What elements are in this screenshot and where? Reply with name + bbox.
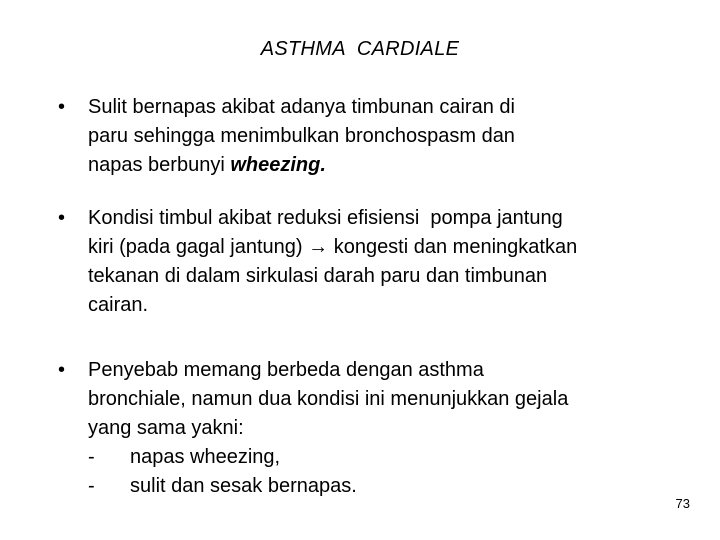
slide-title	[0, 38, 720, 61]
bullet-line: paru sehingga menimbulkan bronchospasm dan	[88, 125, 515, 147]
sub-list-item	[88, 443, 698, 472]
bullet-text	[88, 93, 698, 180]
bullet-line: tekanan di dalam sirkulasi darah paru dan timbunan	[88, 265, 548, 287]
page-number: 73	[675, 496, 690, 511]
bullet-line: Kondisi timbul akibat reduksi efisiensi pompa jantung	[88, 207, 563, 229]
sub-list-text: sulit dan sesak bernapas.	[130, 475, 357, 497]
bullet-dot: •	[58, 96, 66, 118]
sub-list-item	[88, 472, 698, 501]
bullet-line: cairan.	[88, 294, 149, 316]
bullet-line: Penyebab memang berbeda dengan asthma	[88, 359, 484, 381]
bullet-text	[88, 356, 698, 501]
dash-marker: -	[88, 475, 95, 497]
bullet-text	[88, 204, 698, 320]
bullet-dot: •	[58, 359, 66, 381]
sub-list-text: napas wheezing,	[130, 446, 281, 468]
bullet-line: Sulit bernapas akibat adanya timbunan cairan di	[88, 96, 515, 118]
bullet-line: kiri (pada gagal jantung) → kongesti dan meningkatkan	[88, 236, 578, 258]
dash-marker: -	[88, 446, 95, 468]
bullet-line-text: napas berbunyi	[88, 154, 231, 176]
bullet-line	[88, 151, 698, 180]
bullet-line: yang sama yakni:	[88, 417, 244, 439]
slide-title-text: ASTHMA CARDIALE	[260, 38, 460, 60]
emphasis-text: wheezing.	[230, 154, 326, 176]
bullet-dot: •	[58, 207, 66, 229]
bullet-line: bronchiale, namun dua kondisi ini menunjukkan gejala	[88, 388, 569, 410]
